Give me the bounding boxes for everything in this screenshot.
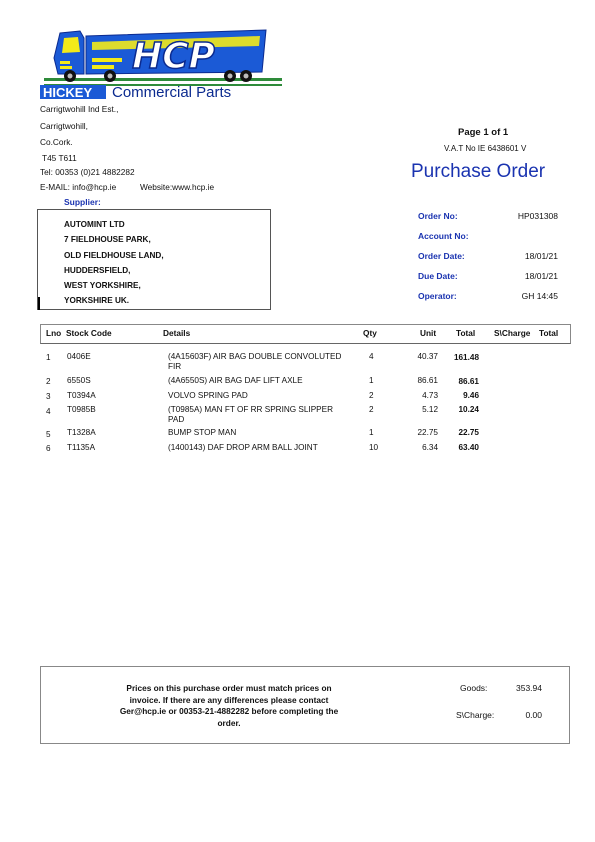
supplier-label: Supplier: <box>64 197 101 207</box>
text-cursor <box>38 297 40 310</box>
supplier-line: YORKSHIRE UK. <box>64 296 130 306</box>
logo-commercial-parts-text: Commercial Parts <box>112 84 232 100</box>
row-details: (T0985A) MAN FT OF RR SPRING SLIPPER <box>168 405 333 414</box>
row-details: (4A6550S) AIR BAG DAF LIFT AXLE <box>168 376 303 385</box>
row-lno: 4 <box>46 407 51 416</box>
vat-number: V.A.T No IE 6438601 V <box>444 144 527 153</box>
supplier-line: HUDDERSFIELD, <box>64 265 131 275</box>
footer-note-line: Ger@hcp.ie or 00353-21-4882282 before completing the <box>119 706 339 716</box>
col-lno: Lno <box>46 328 62 338</box>
row-details-cont: FIR <box>168 362 182 371</box>
row-details-cont: PAD <box>168 415 185 424</box>
row-qty: 2 <box>369 405 374 414</box>
page-number: Page 1 of 1 <box>458 127 509 138</box>
row-total: 22.75 <box>458 428 479 437</box>
row-qty: 2 <box>369 391 374 400</box>
col-total-2: Total <box>539 328 559 338</box>
order-no-label: Order No: <box>418 211 458 221</box>
row-unit: 86.61 <box>417 376 438 385</box>
order-date-value: 18/01/21 <box>524 251 558 261</box>
order-date-label: Order Date: <box>418 251 465 261</box>
row-lno: 5 <box>46 430 51 439</box>
col-total: Total <box>456 328 476 338</box>
company-email: E-MAIL: info@hcp.ie <box>40 182 117 192</box>
operator-value: GH 14:45 <box>521 291 558 301</box>
company-address-line-2: Carrigtwohill, <box>40 121 88 131</box>
row-qty: 10 <box>369 443 379 452</box>
row-code: T0985B <box>67 405 96 414</box>
row-details: (1400143) DAF DROP ARM BALL JOINT <box>168 443 318 452</box>
row-details: VOLVO SPRING PAD <box>168 391 248 400</box>
account-no-label: Account No: <box>418 231 469 241</box>
row-total: 86.61 <box>458 377 479 386</box>
col-qty: Qty <box>363 328 377 338</box>
col-stock-code: Stock Code <box>66 328 112 338</box>
logo-main-text: HCP <box>132 36 215 77</box>
company-logo <box>40 28 286 100</box>
service-charge-label: S\Charge: <box>456 710 495 720</box>
row-code: 0406E <box>67 352 91 361</box>
row-unit: 40.37 <box>417 352 438 361</box>
company-address-line-3: Co.Cork. <box>40 137 73 147</box>
row-code: T1135A <box>67 443 96 452</box>
col-service-charge: S\Charge <box>494 328 531 338</box>
due-date-value: 18/01/21 <box>524 271 558 281</box>
document-title: Purchase Order <box>411 161 546 182</box>
row-qty: 1 <box>369 376 374 385</box>
logo-hickey-text: HICKEY <box>43 85 93 100</box>
row-unit: 6.34 <box>422 443 438 452</box>
row-details: (4A15603F) AIR BAG DOUBLE CONVOLUTED <box>168 352 342 361</box>
row-code: T0394A <box>67 391 96 400</box>
supplier-address <box>64 217 164 309</box>
company-telephone: Tel: 00353 (0)21 4882282 <box>40 167 135 177</box>
company-website: Website:www.hcp.ie <box>140 182 215 192</box>
row-lno: 3 <box>46 392 51 401</box>
row-code: 6550S <box>67 376 91 385</box>
row-total: 10.24 <box>458 405 479 414</box>
service-charge-value: 0.00 <box>525 710 542 720</box>
row-lno: 2 <box>46 377 51 386</box>
operator-label: Operator: <box>418 291 457 301</box>
row-details: BUMP STOP MAN <box>168 428 237 437</box>
row-unit: 22.75 <box>417 428 438 437</box>
company-address-line-1: Carrigtwohill Ind Est., <box>40 104 119 114</box>
col-details: Details <box>163 328 191 338</box>
supplier-line: AUTOMINT LTD <box>64 220 125 229</box>
row-total: 161.48 <box>453 353 479 362</box>
footer-price-notice <box>98 683 360 729</box>
row-qty: 4 <box>369 352 374 361</box>
row-unit: 4.73 <box>422 391 438 400</box>
row-lno: 6 <box>46 444 51 453</box>
due-date-label: Due Date: <box>418 271 458 281</box>
footer-note-line: Prices on this purchase order must match prices on <box>126 683 332 693</box>
row-unit: 5.12 <box>422 405 438 414</box>
supplier-line: WEST YORKSHIRE, <box>64 281 141 291</box>
row-total: 9.46 <box>463 391 479 400</box>
footer-note-line: order. <box>217 717 241 728</box>
row-qty: 1 <box>369 428 374 437</box>
col-unit: Unit <box>420 328 437 338</box>
row-code: T1328A <box>67 428 96 437</box>
row-lno: 1 <box>46 353 51 362</box>
goods-value: 353.94 <box>516 683 542 693</box>
footer-note-line: invoice. If there are any differences please contact <box>129 694 329 705</box>
company-postcode: T45 T611 <box>42 153 77 163</box>
goods-label: Goods: <box>460 683 488 693</box>
table-header <box>40 324 571 344</box>
order-no-value: HP031308 <box>517 211 558 221</box>
supplier-line: 7 FIELDHOUSE PARK, <box>64 235 151 245</box>
supplier-line: OLD FIELDHOUSE LAND, <box>64 250 164 260</box>
row-total: 63.40 <box>458 443 479 452</box>
